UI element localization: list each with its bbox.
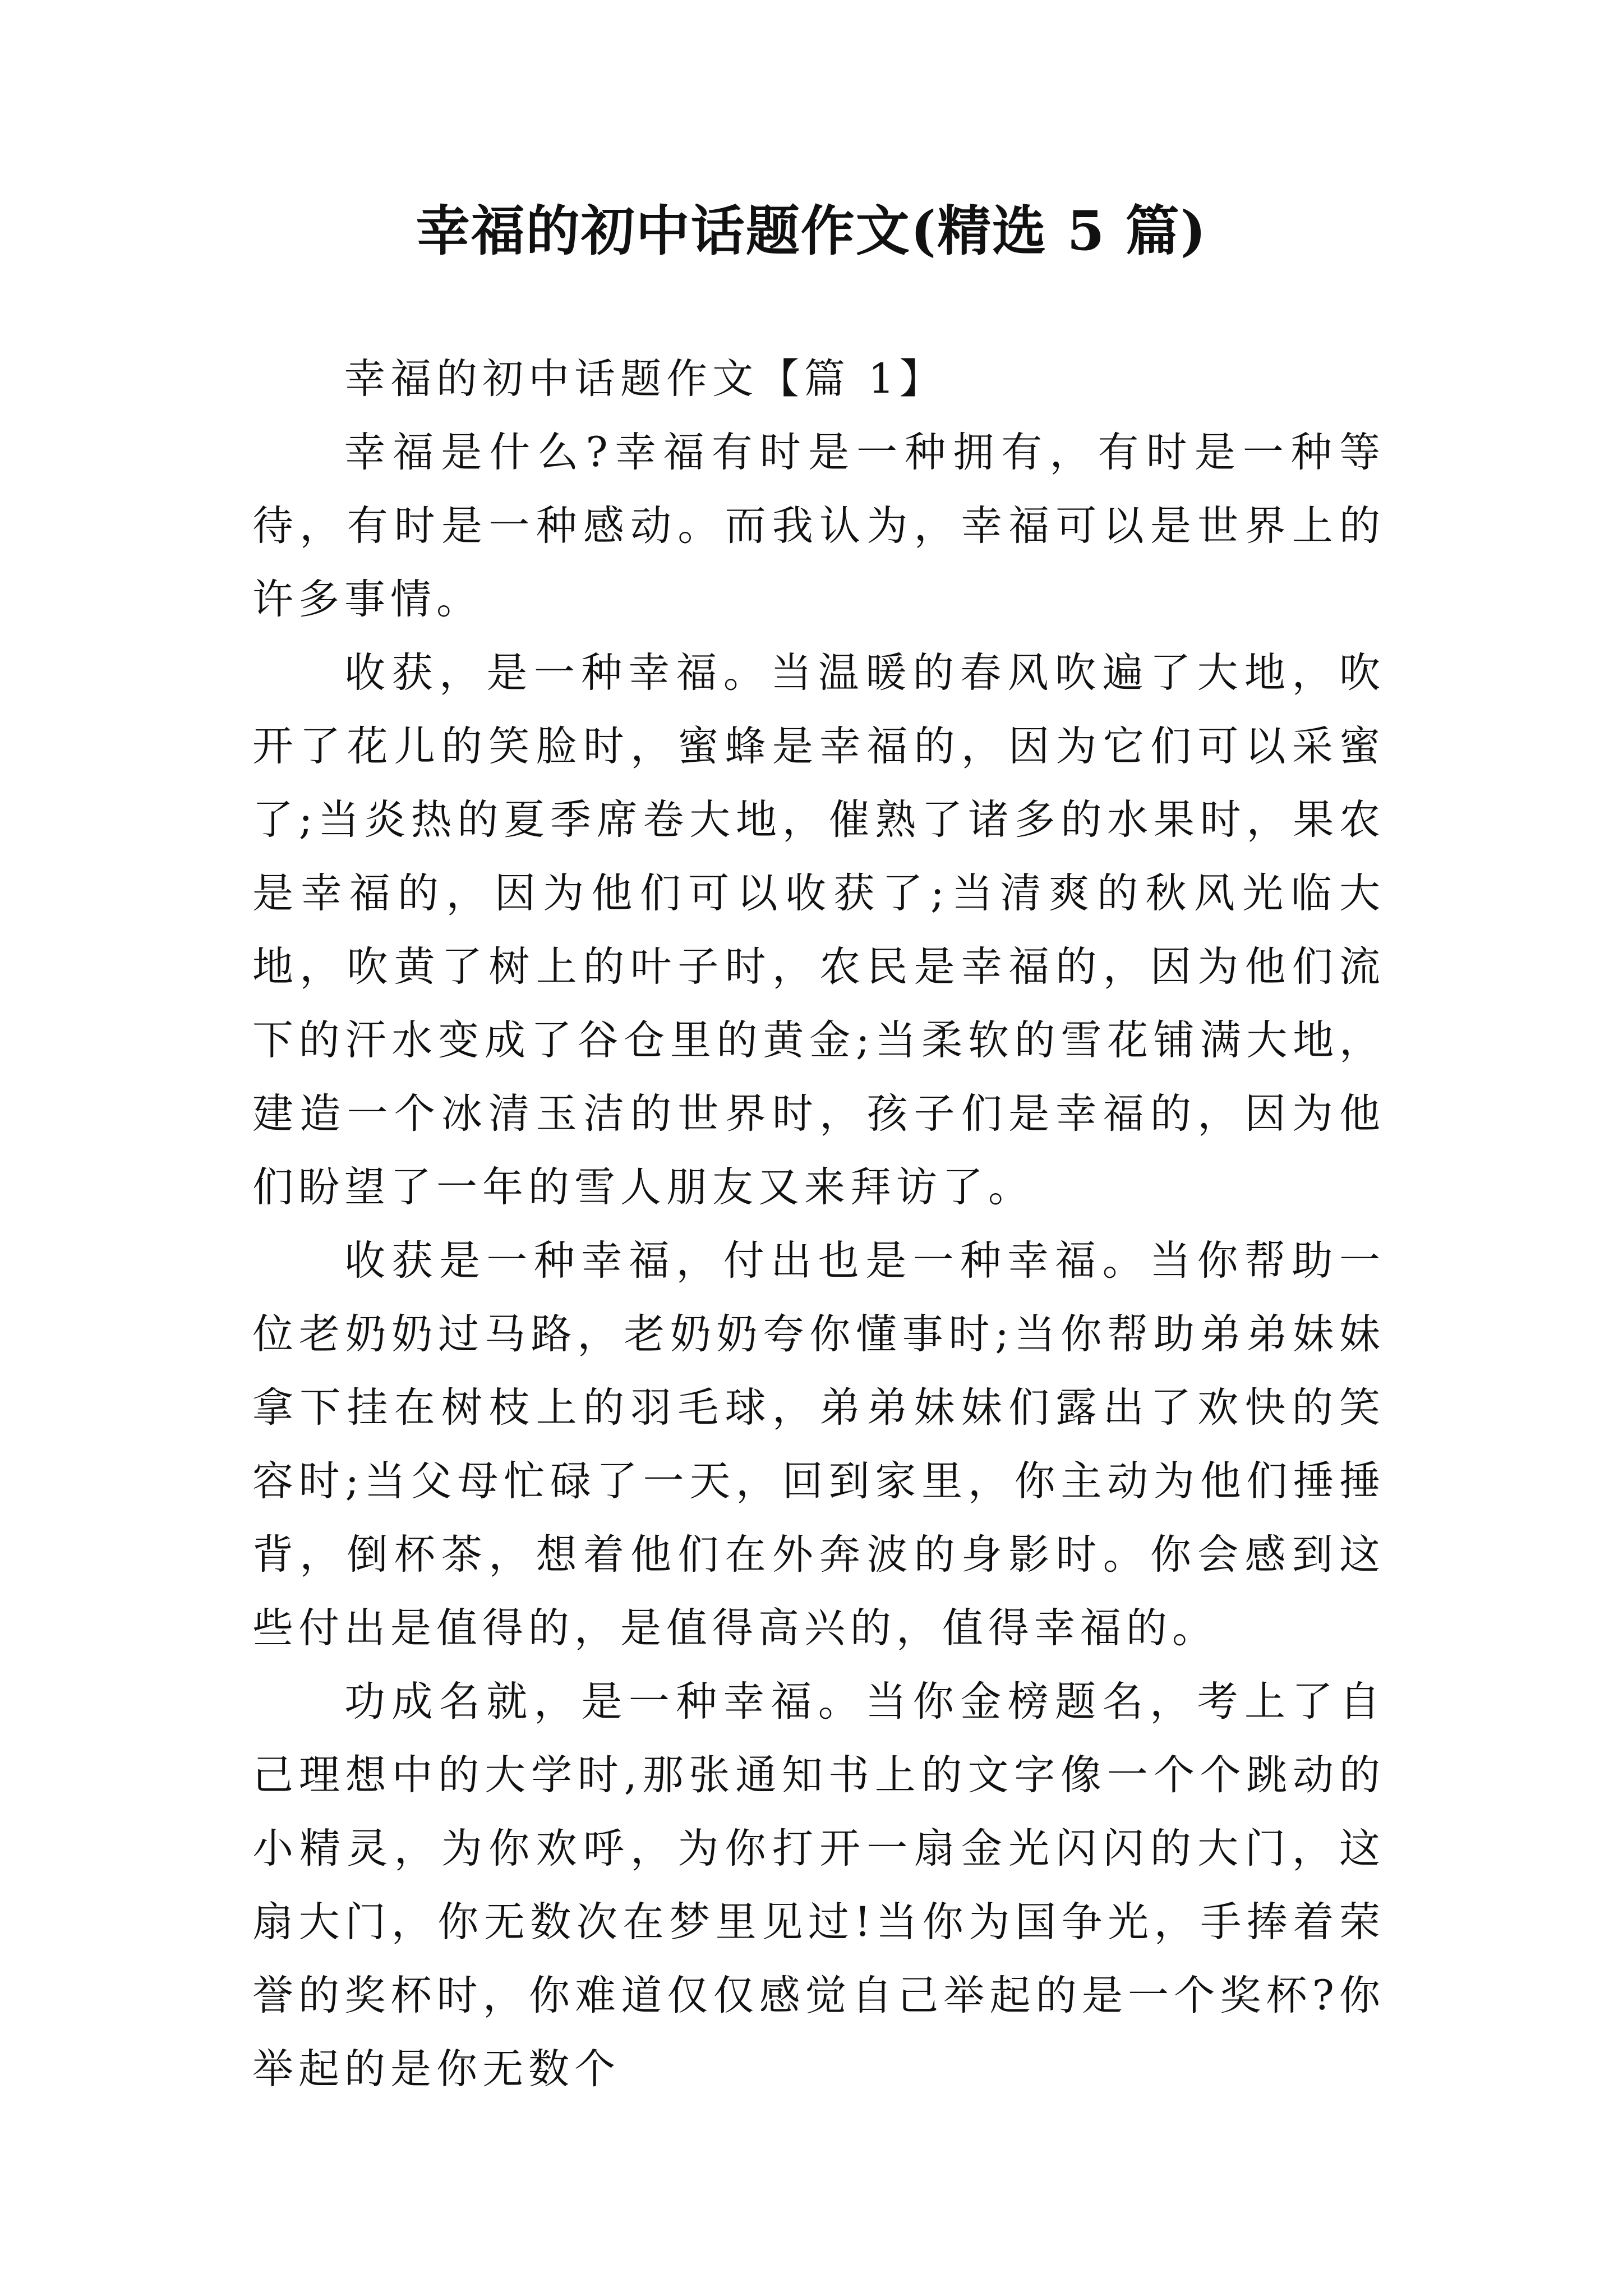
paragraph: 幸福是什么?幸福有时是一种拥有，有时是一种等待，有时是一种感动。而我认为，幸福可以是世界上的许多事情。 (252, 429, 1385, 623)
document-title: 幸福的初中话题作文(精选 5 篇) (416, 199, 1207, 263)
paragraph: 收获，是一种幸福。当温暖的春风吹遍了大地，吹开了花儿的笑脸时，蜜蜂是幸福的，因为它们可以采蜜了;当炎热的夏季席卷大地，催熟了诸多的水果时，果农是幸福的，因为他们可以收获了;当清爽的秋风光临大地，吹黄了树上的叶子时，农民是幸福的，因为他们流下的汗水变成了谷仓里的黄金;当柔软的雪花铺满大地，建造一个冰清玉洁的世界时，孩子们是幸福的，因为他们盼望了一年的雪人朋友又来拜访了。 (252, 649, 1385, 1211)
document-body (252, 342, 1385, 2106)
section-heading: 幸福的初中话题作文【篇 1】 (344, 355, 946, 403)
paragraph: 功成名就，是一种幸福。当你金榜题名，考上了自己理想中的大学时,那张通知书上的文字像一个个跳动的小精灵，为你欢呼，为你打开一扇金光闪闪的大门，这扇大门，你无数次在梦里见过!当你为国争光，手捧着荣誉的奖杯时，你难道仅仅感觉自己举起的是一个奖杯?你举起的是你无数个 (252, 1678, 1385, 2093)
paragraph: 收获是一种幸福，付出也是一种幸福。当你帮助一位老奶奶过马路，老奶奶夸你懂事时;当你帮助弟弟妹妹拿下挂在树枝上的羽毛球，弟弟妹妹们露出了欢快的笑容时;当父母忙碌了一天，回到家里，你主动为他们捶捶背，倒杯茶，想着他们在外奔波的身影时。你会感到这些付出是值得的，是值得高兴的，值得幸福的。 (252, 1237, 1385, 1652)
